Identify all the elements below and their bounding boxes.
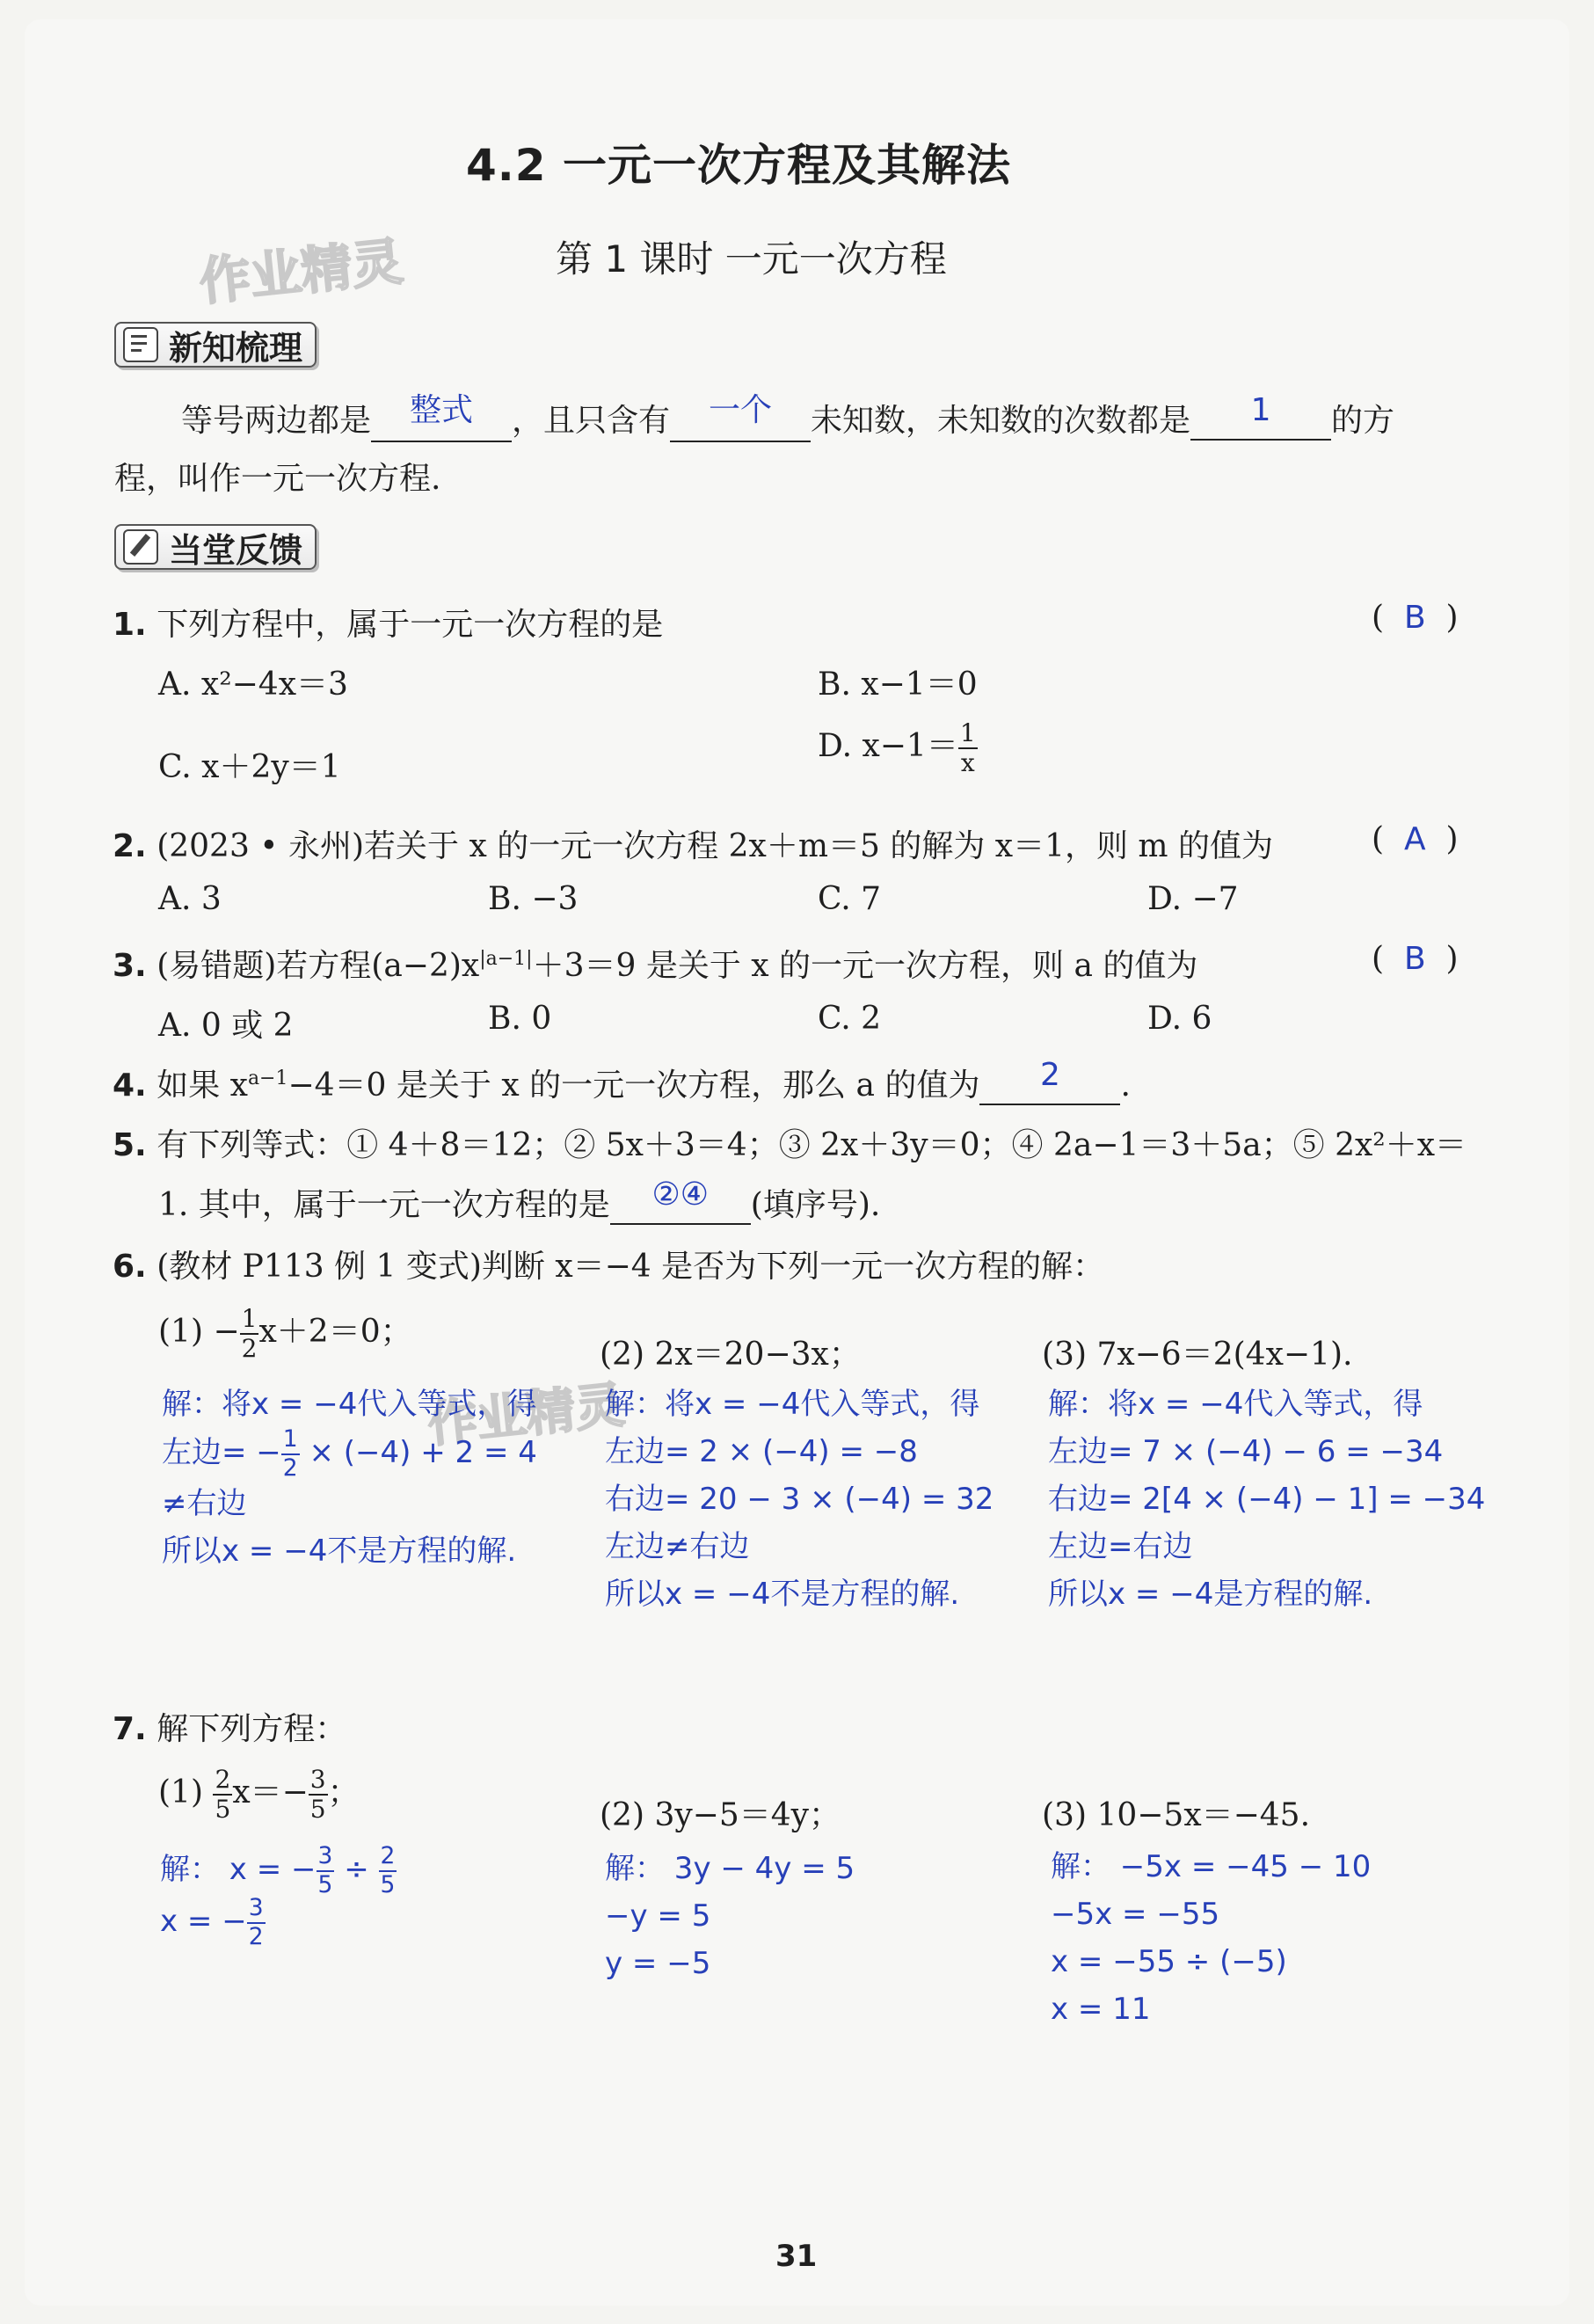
option-d: D. −7 bbox=[1147, 881, 1239, 917]
option-c: C. 2 bbox=[818, 1001, 882, 1037]
q6-solution-1: 解：将x = −4代入等式，得 左边= − $\frac{1}{2}$ × (−4) + 2 = 4 ≠右边 所以x = −4不是方程的解. bbox=[162, 1387, 537, 1570]
q6-solution-3: 解：将x = −4代入等式，得 左边= 7 × (−4) − 6 = −34 右边= 2[4 × (−4) − 1] = −34 左边=右边 所以x = −4是方程的解. bbox=[1048, 1387, 1486, 1612]
watermark: 作业精灵 bbox=[425, 1376, 628, 1454]
option-c: C. 7 bbox=[818, 881, 882, 917]
option-d: D. 6 bbox=[1147, 1001, 1212, 1037]
q6-part-3: (3) 7x−6＝2(4x−1). bbox=[1042, 1337, 1353, 1373]
definition-paragraph-cont: 程，叫作一元一次方程. bbox=[114, 461, 441, 497]
question-5: 5. 有下列等式：① 4＋8＝12；② 5x＋3＝4；③ 2x＋3y＝0；④ 2a−1＝3＋5a；⑤ 2x²＋x＝ bbox=[113, 1127, 1467, 1163]
section-header-new-knowledge bbox=[114, 322, 317, 368]
question-1: 1. 下列方程中，属于一元一次方程的是 bbox=[113, 607, 664, 643]
notebook-icon bbox=[123, 327, 158, 362]
answer-bracket-2: ( A ) bbox=[1372, 821, 1459, 857]
q7-part-1: (1) $\frac{2}{5}$ x＝− $\frac{3}{5}$ ； bbox=[158, 1765, 360, 1825]
definition-paragraph: 等号两边都是 整式 ，且只含有 一个 未知数，未知数的次数都是 1 的方 bbox=[181, 396, 1394, 442]
fill-answer: ②④ bbox=[651, 1177, 710, 1213]
q6-part-2: (2) 2x＝20−3x； bbox=[600, 1337, 861, 1373]
answer-bracket-1: ( B ) bbox=[1372, 600, 1459, 636]
q7-part-2: (2) 3y−5＝4y； bbox=[600, 1797, 841, 1833]
fill-answer-3: 1 bbox=[1250, 392, 1271, 428]
page-title: 4.2 一元一次方程及其解法 bbox=[466, 140, 1011, 191]
section-label: 新知梳理 bbox=[169, 328, 303, 368]
answer-bracket-3: ( B ) bbox=[1372, 941, 1459, 977]
q7-solution-3: 解： −5x = −45 − 10 −5x = −55 x = −55 ÷ (−5) x = 11 bbox=[1051, 1849, 1372, 2027]
fill-answer: 2 bbox=[1040, 1057, 1060, 1093]
option-a: A. x²−4x＝3 bbox=[158, 667, 348, 703]
section-header-feedback bbox=[114, 524, 317, 570]
q7-part-3: (3) 10−5x＝−45. bbox=[1042, 1797, 1311, 1833]
lesson-subtitle: 第 1 课时 一元一次方程 bbox=[556, 237, 947, 280]
watermark: 作业精灵 bbox=[196, 231, 406, 312]
page-number: 31 bbox=[775, 2239, 818, 2274]
question-6: 6. (教材 P113 例 1 变式)判断 x＝−4 是否为下列一元一次方程的解： bbox=[113, 1249, 1105, 1285]
option-b: B. 0 bbox=[488, 1001, 552, 1037]
q6-part-1: (1) − $\frac{1}{2}$ x＋2＝0； bbox=[158, 1304, 412, 1364]
option-a: A. 0 或 2 bbox=[158, 1008, 294, 1044]
question-4: 4. 如果 $x^{a-1}-4=0$ 是关于 x 的一元一次方程，那么 a 的值为 2 . bbox=[113, 1057, 1131, 1104]
q7-solution-1: 解： x = − $\frac{3}{5}$ ÷ $\frac{2}{5}$ x = − $\frac{3}{2}$ bbox=[160, 1842, 396, 1950]
question-2: 2. (2023 • 永州)若关于 x 的一元一次方程 2x＋m＝5 的解为 x＝1，则 m 的值为 bbox=[113, 828, 1274, 864]
section-label: 当堂反馈 bbox=[169, 530, 303, 570]
question-3: 3. (易错题)若方程$(a-2)x^{|a-1|}+3=9$ 是关于 x 的一元一次方程，则 a 的值为 bbox=[113, 948, 1198, 984]
option-b: B. x−1＝0 bbox=[818, 667, 978, 703]
option-a: A. 3 bbox=[158, 881, 222, 917]
fill-answer-1: 整式 bbox=[410, 392, 474, 428]
question-5-cont: 1. 其中，属于一元一次方程的是 ②④ (填序号). bbox=[158, 1177, 881, 1223]
question-7: 7. 解下列方程： bbox=[113, 1711, 347, 1747]
option-c: C. x＋2y＝1 bbox=[158, 749, 341, 785]
fill-answer-2: 一个 bbox=[709, 392, 773, 428]
option-b: B. −3 bbox=[488, 881, 579, 917]
option-d: D. x−1＝ $\frac{1}{x}$ bbox=[818, 718, 976, 778]
q7-solution-2: 解： 3y − 4y = 5 −y = 5 y = −5 bbox=[605, 1851, 855, 1981]
pencil-icon bbox=[123, 529, 158, 565]
q6-solution-2: 解：将x = −4代入等式，得 左边= 2 × (−4) = −8 右边= 20 − 3 × (−4) = 32 左边≠右边 所以x = −4不是方程的解. bbox=[605, 1387, 994, 1612]
